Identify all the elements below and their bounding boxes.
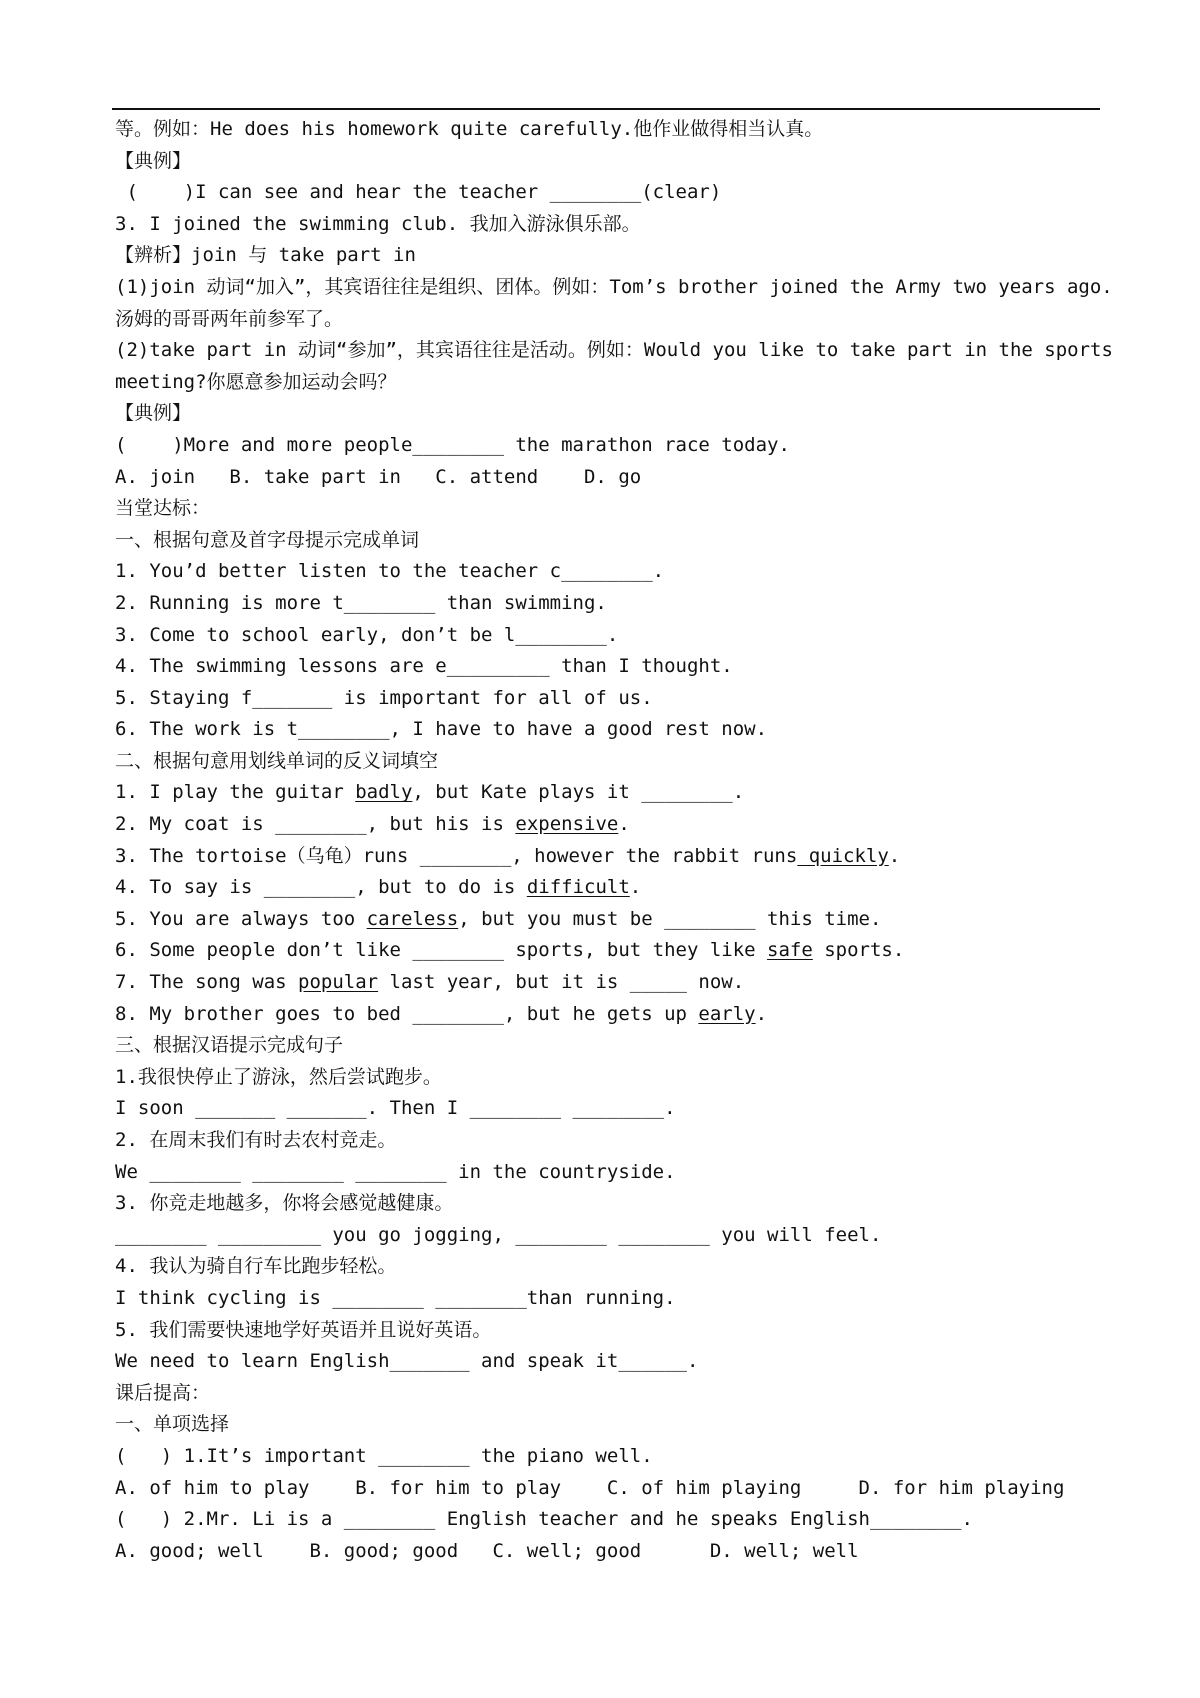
text-line [115, 177, 1100, 209]
line-text: 1. I play the guitar [115, 781, 356, 804]
line-text: 4. The swimming lessons are e_________ than I thought. [115, 655, 733, 678]
line-text: 5. You are always too [115, 907, 367, 930]
line-text: A. join B. take part in C. attend D. go [115, 465, 642, 488]
line-text: (2)take part in 动词“参加”，其宾语往往是活动。例如：Would you like to take part in the sports [115, 339, 1113, 362]
text-line [115, 493, 1100, 525]
line-text: 汤姆的哥哥两年前参军了。 [115, 307, 344, 330]
line-text: meeting?你愿意参加运动会吗？ [115, 370, 397, 393]
line-text: 3. 你竞走地越多，你将会感觉越健康。 [115, 1192, 454, 1215]
line-text: 3. I joined the swimming club. 我加入游泳俱乐部。 [115, 212, 641, 235]
text-line [115, 777, 1100, 809]
line-text: 【典例】 [115, 402, 192, 425]
text-line [115, 1378, 1100, 1410]
header-rule [112, 108, 1100, 110]
underlined-word: popular [298, 971, 379, 994]
line-text: 1.我很快停止了游泳，然后尝试跑步。 [115, 1065, 442, 1088]
text-line [115, 1346, 1100, 1378]
line-text: (1)join 动词“加入”，其宾语往往是组织、团体。例如：Tom’s brother joined the Army two years ago. [115, 275, 1113, 298]
text-line [115, 335, 1113, 367]
text-line [115, 1441, 1100, 1473]
line-text: ( )More and more people________ the marathon race today. [115, 433, 790, 456]
text-line [115, 209, 1100, 241]
text-line [115, 1062, 1100, 1094]
line-text: , but Kate plays it ________. [412, 781, 745, 804]
text-line [115, 1093, 1100, 1125]
line-text: A. of him to play B. for him to play C. of him playing D. for him playing [115, 1476, 1065, 1499]
text-line [115, 872, 1100, 904]
line-text: 课后提高： [115, 1381, 211, 1404]
text-line [115, 746, 1100, 778]
line-text: A. good; well B. good; good C. well; good D. well; well [115, 1539, 859, 1562]
line-text: , but you must be ________ this time. [458, 907, 882, 930]
underlined-word: careless [366, 907, 459, 930]
text-line [115, 620, 1100, 652]
line-text: ( ) 2.Mr. Li is a ________ English teacher and he speaks English________. [115, 1508, 973, 1531]
text-line [115, 304, 1100, 336]
document-body [115, 114, 1113, 1567]
line-text: . [888, 844, 901, 867]
text-line [115, 1188, 1100, 1220]
line-text: . [629, 876, 642, 899]
underlined-word: difficult [526, 876, 630, 899]
text-line [115, 525, 1100, 557]
text-line [115, 1283, 1100, 1315]
line-text: 三、根据汉语提示完成句子 [115, 1034, 344, 1057]
line-text: 5. Staying f_______ is important for all of us. [115, 686, 653, 709]
text-line [115, 398, 1100, 430]
line-text: ( ) 1.It’s important ________ the piano well. [115, 1444, 653, 1467]
text-line [115, 967, 1100, 999]
underlined-word: badly [355, 781, 413, 804]
text-line [115, 272, 1113, 304]
text-line [115, 714, 1100, 746]
line-text: I think cycling is ________ ________than running. [115, 1286, 676, 1309]
line-text: ( )I can see and hear the teacher ________(clear) [115, 181, 722, 204]
text-line [115, 1315, 1100, 1347]
line-text: 5. 我们需要快速地学好英语并且说好英语。 [115, 1318, 492, 1341]
underlined-word: quickly [797, 844, 889, 867]
text-line [115, 1030, 1100, 1062]
text-line [115, 556, 1100, 588]
line-text: 2. Running is more t________ than swimming. [115, 591, 607, 614]
line-text: 二、根据句意用划线单词的反义词填空 [115, 749, 439, 772]
text-line [115, 683, 1100, 715]
text-line [115, 841, 1100, 873]
line-text: . [618, 813, 630, 836]
line-text: 当堂达标： [115, 497, 211, 520]
line-text: 8. My brother goes to bed ________, but he gets up [115, 1002, 699, 1025]
text-line [115, 367, 1100, 399]
line-text: 2. My coat is ________, but his is [115, 813, 516, 836]
line-text: 3. Come to school early, don’t be l________. [115, 623, 619, 646]
text-line [115, 651, 1100, 683]
line-text: ________ _________ you go jogging, ________ ________ you will feel. [115, 1223, 882, 1246]
line-text: 4. 我认为骑自行车比跑步轻松。 [115, 1255, 397, 1278]
text-line [115, 904, 1100, 936]
line-text: . [755, 1002, 768, 1025]
text-line [115, 935, 1100, 967]
text-line [115, 430, 1100, 462]
underlined-word: safe [767, 939, 813, 962]
line-text: 等。例如：He does his homework quite carefully.他作业做得相当认真。 [115, 118, 824, 140]
line-text: 一、根据句意及首字母提示完成单词 [115, 528, 420, 551]
text-line [115, 1536, 1100, 1568]
line-text: 3. The tortoise（乌龟）runs ________, however the rabbit runs [115, 844, 798, 867]
text-line [115, 999, 1100, 1031]
text-line [115, 146, 1100, 178]
line-text: 【辨析】join 与 take part in [115, 244, 416, 267]
text-line [115, 1157, 1100, 1189]
line-text: I soon _______ _______. Then I ________ ________. [115, 1097, 676, 1120]
line-text: sports. [812, 939, 905, 962]
line-text: 7. The song was [115, 971, 299, 994]
line-text: 2. 在周末我们有时去农村竞走。 [115, 1129, 397, 1151]
text-line [115, 1125, 1100, 1157]
text-line [115, 114, 1100, 146]
text-line [115, 1251, 1100, 1283]
underlined-word: early [698, 1002, 756, 1025]
line-text: 【典例】 [115, 149, 192, 172]
line-text: 6. The work is t________, I have to have a good rest now. [115, 718, 768, 741]
line-text: 一、单项选择 [115, 1413, 230, 1436]
text-line [115, 1409, 1100, 1441]
line-text: We need to learn English_______ and speak it______. [115, 1350, 699, 1373]
line-text: We ________ ________ ________ in the countryside. [115, 1160, 676, 1183]
text-line [115, 1504, 1100, 1536]
underlined-word: expensive [515, 813, 619, 836]
line-text: 4. To say is ________, but to do is [115, 876, 527, 899]
text-line [115, 1220, 1100, 1252]
line-text: 1. You’d better listen to the teacher c________. [115, 560, 665, 583]
text-line [115, 1473, 1100, 1505]
text-line [115, 462, 1100, 494]
text-line [115, 240, 1100, 272]
text-line [115, 588, 1100, 620]
text-line [115, 809, 1100, 841]
line-text: last year, but it is _____ now. [378, 971, 745, 994]
line-text: 6. Some people don’t like ________ sports, but they like [115, 939, 768, 962]
